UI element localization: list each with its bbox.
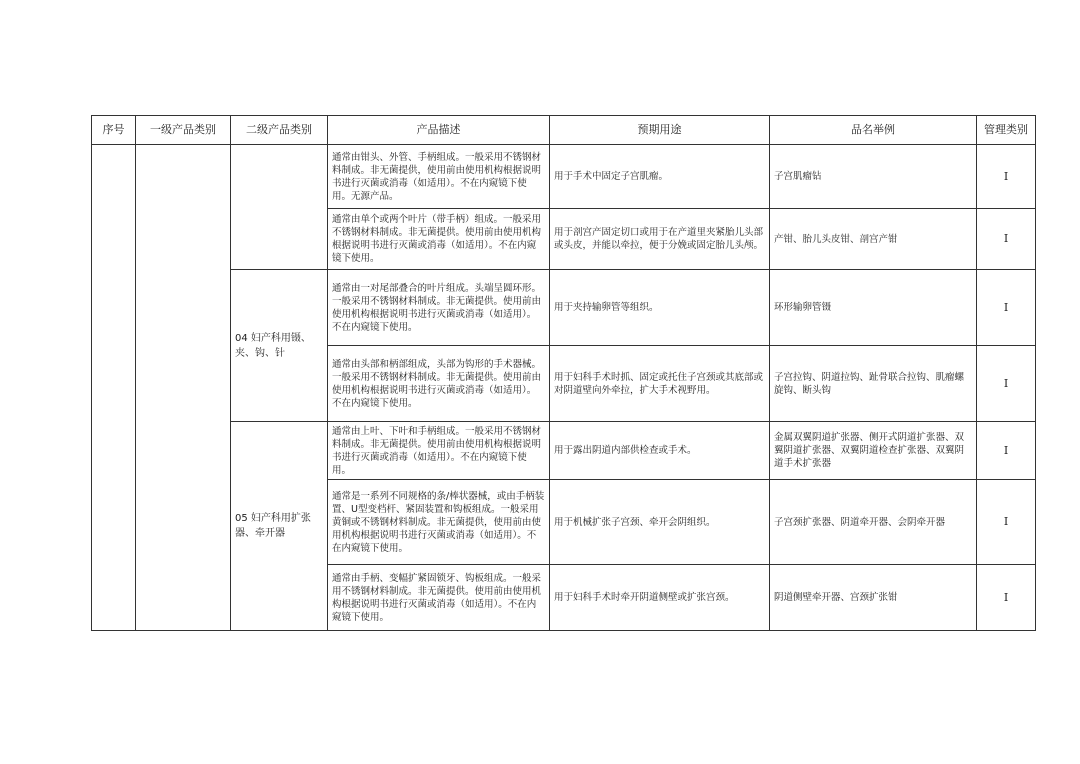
class-cell: I <box>977 145 1036 209</box>
header-level1: 一级产品类别 <box>136 116 231 145</box>
examples-cell: 子宫拉钩、阴道拉钩、趾骨联合拉钩、肌瘤螺旋钩、断头钩 <box>770 346 977 422</box>
header-row <box>92 116 1036 145</box>
intended-use-cell: 用于妇科手术时抓、固定或托住子宫颈或其底部或对阴道壁向外牵拉，扩大手术视野用。 <box>550 346 770 422</box>
subcategory-cell <box>231 145 328 270</box>
class-cell: I <box>977 346 1036 422</box>
description-cell: 通常由手柄、变幅扩紧固锁牙、钩板组成。一般采用不锈钢材料制成。非无菌提供。使用前由使用机构根据说明书进行灭菌或消毒（如适用）。不在内窥镜下使用。 <box>328 565 550 631</box>
table-row <box>92 145 1036 209</box>
header-level2: 二级产品类别 <box>231 116 328 145</box>
intended-use-cell: 用于机械扩张子宫颈、牵开会阴组织。 <box>550 480 770 565</box>
table-row <box>92 422 1036 480</box>
description-cell: 通常是一系列不同规格的条/棒状器械，或由手柄装置、U型变档杆、紧固装置和钩板组成。一般采用黄铜或不锈钢材料制成。非无菌提供，使用前由使用机构根据说明书进行灭菌或消毒（如适用）。不在内窥镜下使用。 <box>328 480 550 565</box>
examples-cell: 环形输卵管镊 <box>770 270 977 346</box>
class-cell: I <box>977 480 1036 565</box>
subcategory-cell: 05 妇产科用扩张器、牵开器 <box>231 422 328 631</box>
intended-use-cell: 用于剖宫产固定切口或用于在产道里夹紧胎儿头部或头皮，并能以牵拉，便于分娩或固定胎儿头颅。 <box>550 209 770 270</box>
class-cell: I <box>977 422 1036 480</box>
intended-use-cell: 用于露出阴道内部供检查或手术。 <box>550 422 770 480</box>
intended-use-cell: 用于夹持输卵管等组织。 <box>550 270 770 346</box>
intended-use-cell: 用于手术中固定子宫肌瘤。 <box>550 145 770 209</box>
header-class: 管理类别 <box>977 116 1036 145</box>
description-cell: 通常由单个或两个叶片（带手柄）组成。一般采用不锈钢材料制成。非无菌提供。使用前由使用机构根据说明书进行灭菌或消毒（如适用）。不在内窥镜下使用。 <box>328 209 550 270</box>
header-description: 产品描述 <box>328 116 550 145</box>
examples-cell: 阴道侧壁牵开器、宫颈扩张钳 <box>770 565 977 631</box>
intended-use-cell: 用于妇科手术时牵开阴道侧壁或扩张宫颈。 <box>550 565 770 631</box>
examples-cell: 子宫肌瘤钻 <box>770 145 977 209</box>
examples-cell: 产钳、胎儿头皮钳、剖宫产钳 <box>770 209 977 270</box>
header-index: 序号 <box>92 116 136 145</box>
description-cell: 通常由头部和柄部组成，头部为钩形的手术器械。一般采用不锈钢材料制成。非无菌提供。使用前由使用机构根据说明书进行灭菌或消毒（如适用）。不在内窥镜下使用。 <box>328 346 550 422</box>
level1-cell <box>136 145 231 631</box>
examples-cell: 金属双翼阴道扩张器、侧开式阴道扩张器、双翼阴道扩张器、双翼阴道检查扩张器、双翼阴道手术扩张器 <box>770 422 977 480</box>
table-row <box>92 270 1036 346</box>
description-cell: 通常由钳头、外管、手柄组成。一般采用不锈钢材料制成。非无菌提供，使用前由使用机构根据说明书进行灭菌或消毒（如适用）。不在内窥镜下使用。无源产品。 <box>328 145 550 209</box>
description-cell: 通常由一对尾部叠合的叶片组成。头端呈圆环形。一般采用不锈钢材料制成。非无菌提供。使用前由使用机构根据说明书进行灭菌或消毒（如适用）。不在内窥镜下使用。 <box>328 270 550 346</box>
classification-table <box>91 115 1036 631</box>
class-cell: I <box>977 209 1036 270</box>
class-cell: I <box>977 270 1036 346</box>
header-intended-use: 预期用途 <box>550 116 770 145</box>
description-cell: 通常由上叶、下叶和手柄组成。一般采用不锈钢材料制成。非无菌提供。使用前由使用机构根据说明书进行灭菌或消毒（如适用）。不在内窥镜下使用。 <box>328 422 550 480</box>
examples-cell: 子宫颈扩张器、阴道牵开器、会阴牵开器 <box>770 480 977 565</box>
index-cell <box>92 145 136 631</box>
header-examples: 品名举例 <box>770 116 977 145</box>
subcategory-cell: 04 妇产科用镊、夹、钩、针 <box>231 270 328 422</box>
class-cell: I <box>977 565 1036 631</box>
